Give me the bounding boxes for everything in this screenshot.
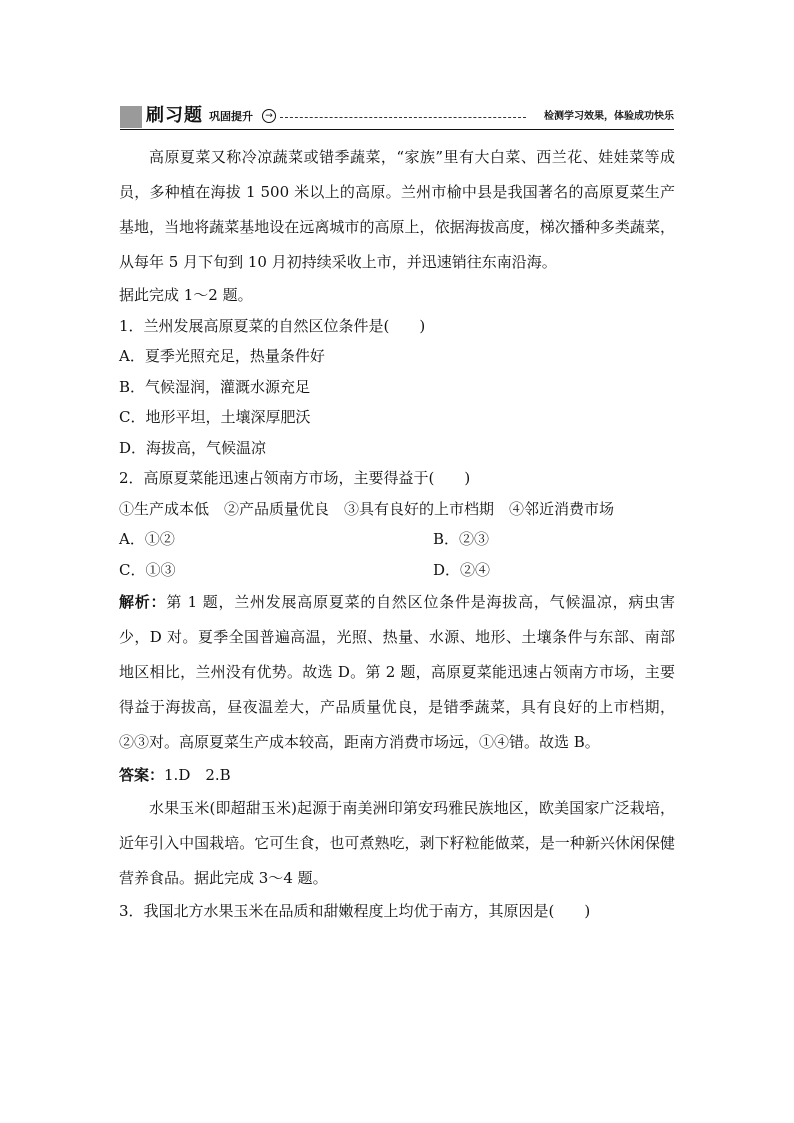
section-subtitle: 巩固提升 (209, 110, 253, 123)
arrow-right-icon: → (262, 109, 276, 123)
question-1-option-c: C．地形平坦，土壤深厚肥沃 (119, 408, 311, 426)
question-2-options-row-1 (119, 524, 675, 555)
header-gray-block (120, 106, 142, 128)
question-2-choices: ①生产成本低 ②产品质量优良 ③具有良好的上市档期 ④邻近消费市场 (119, 499, 615, 518)
question-3-stem: 3．我国北方水果玉米在品质和甜嫩程度上均优于南方，其原因是( ) (119, 901, 591, 920)
passage-1: 高原夏菜又称冷凉蔬菜或错季蔬菜，“家族”里有大白菜、西兰花、娃娃菜等成员，多种植在海拔 1 500 米以上的高原。兰州市榆中县是我国著名的高原夏菜生产基地，当地将蔬菜基地设在远离城市的高原上，依据海拔高度，梯次播种多类蔬菜，从每年 5 月下旬到 10 月初持续采收上市，并迅速销往东南沿海。 (119, 148, 675, 271)
header-dashed-line (280, 117, 526, 118)
document-body (119, 140, 675, 926)
answer-label: 答案： (119, 766, 165, 784)
question-2-option-a: A．①② (119, 530, 175, 548)
section-title: 刷习题 (146, 105, 203, 126)
question-2-options-row-2 (119, 555, 675, 586)
header-slogan: 检测学习效果，体验成功快乐 (544, 111, 674, 122)
header-rule (120, 129, 674, 130)
passage-2: 水果玉米(即超甜玉米)起源于南美洲印第安玛雅民族地区，欧美国家广泛栽培，近年引入中国栽培。它可生食，也可煮熟吃，剥下籽粒能做菜，是一种新兴休闲保健营养食品。据此完成 3～4 题。 (119, 798, 675, 887)
analysis (119, 585, 675, 760)
page-header (120, 104, 674, 128)
question-2-option-d: D．②④ (433, 560, 491, 579)
question-2-option-b: B．②③ (433, 530, 490, 548)
analysis-text: 第 1 题，兰州发展高原夏菜的自然区位条件是海拔高，气候温凉，病虫害少，D 对。夏季全国普遍高温，光照、热量、水源、地形、土壤条件与东部、南部地区相比，兰州没有优势。故选 D。第 2 题，高原夏菜能迅速占领南方市场，主要得益于海拔高，昼夜温差大，产品质量优良，是错季蔬菜，具有良好的上市档期，②③对。高原夏菜生产成本较高，距南方消费市场远，①④错。故选 B。 (119, 593, 675, 751)
question-1-option-d: D．海拔高，气候温凉 (119, 438, 267, 457)
answer-text: 1.D 2.B (164, 766, 231, 784)
question-1-option-a: A．夏季光照充足，热量条件好 (119, 347, 325, 365)
question-2-stem: 2．高原夏菜能迅速占领南方市场，主要得益于( ) (119, 469, 471, 487)
analysis-label: 解析： (119, 593, 167, 611)
question-1-stem: 1．兰州发展高原夏菜的自然区位条件是( ) (119, 316, 426, 335)
passage-1-tail: 据此完成 1～2 题。 (119, 286, 253, 304)
question-2-option-c: C．①③ (119, 560, 176, 579)
question-1-option-b: B．气候湿润，灌溉水源充足 (119, 377, 311, 396)
answer (119, 760, 675, 791)
